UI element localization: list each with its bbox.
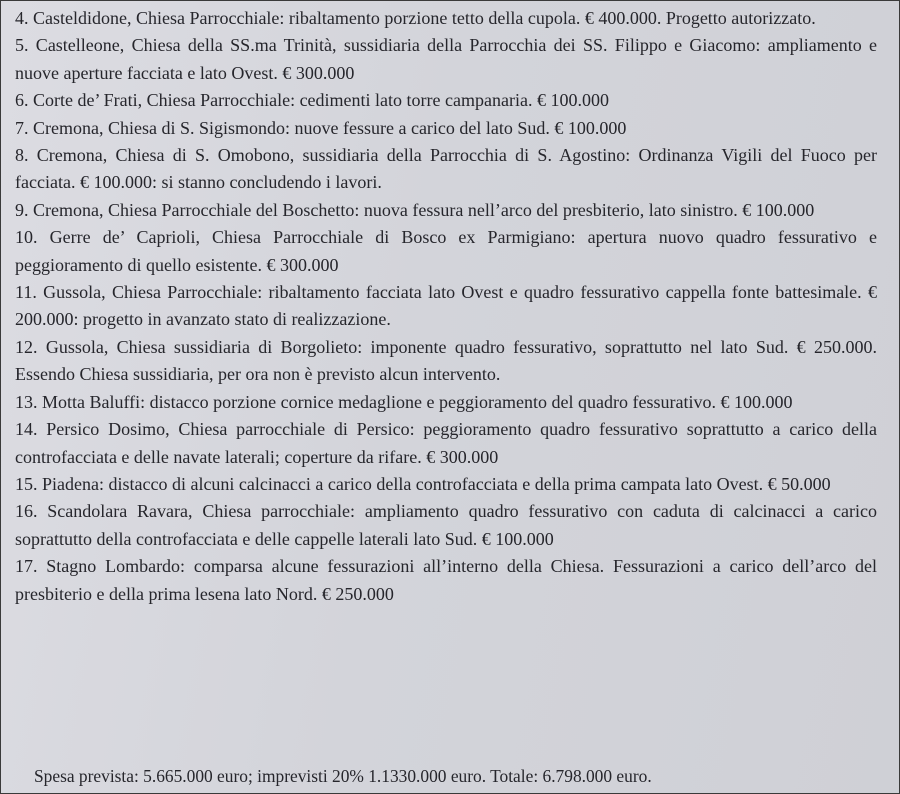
list-item: 13. Motta Baluffi: distacco porzione cornice medaglione e peggioramento del quadro fessurativo. € 100.000	[15, 391, 793, 412]
list-item: 15. Piadena: distacco di alcuni calcinacci a carico della controfacciata e della prima campata lato Ovest. € 50.000	[15, 473, 831, 494]
list-item: 11. Gussola, Chiesa Parrocchiale: ribaltamento facciata lato Ovest e quadro fessurativo cappella fonte battesimale. € 200.000: progetto in avanzato stato di realizzazione.	[15, 282, 877, 330]
list-item: 7. Cremona, Chiesa di S. Sigismondo: nuove fessure a carico del lato Sud. € 100.000	[15, 117, 627, 138]
list-item: 14. Persico Dosimo, Chiesa parrocchiale di Persico: peggioramento quadro fessurativo soprattutto a carico della controfacciata e delle navate laterali; coperture da rifare. € 300.000	[15, 419, 877, 467]
list-item: 9. Cremona, Chiesa Parrocchiale del Boschetto: nuova fessura nell’arco del presbiterio, lato sinistro. € 100.000	[15, 199, 815, 220]
list-item: 4. Casteldidone, Chiesa Parrocchiale: ribaltamento porzione tetto della cupola. € 400.000. Progetto autorizzato.	[15, 8, 816, 28]
list-item: 10. Gerre de’ Caprioli, Chiesa Parrocchiale di Bosco ex Parmigiano: apertura nuovo quadro fessurativo e peggioramento di quello esistente. € 300.000	[15, 227, 877, 275]
list-item: 8. Cremona, Chiesa di S. Omobono, sussidiaria della Parrocchia di S. Agostino: Ordinanza Vigili del Fuoco per facciata. € 100.000: si stanno concludendo i lavori.	[15, 145, 877, 193]
list-item: 12. Gussola, Chiesa sussidiaria di Borgolieto: imponente quadro fessurativo, soprattutto nel lato Sud. € 250.000. Essendo Chiesa sussidiaria, per ora non è previsto alcun intervento.	[15, 336, 877, 385]
entry-list	[15, 5, 877, 608]
list-item: 6. Corte de’ Frati, Chiesa Parrocchiale: cedimenti lato torre campanaria. € 100.000	[15, 90, 609, 111]
list-item: 17. Stagno Lombardo: comparsa alcune fessurazioni all’interno della Chiesa. Fessurazioni a carico dell’arco del presbiterio e della prima lesena lato Nord. € 250.000	[15, 556, 877, 604]
list-item: 5. Castelleone, Chiesa della SS.ma Trinità, sussidiaria della Parrocchia dei SS. Filippo e Giacomo: ampliamento e nuove aperture facciata e lato Ovest. € 300.000	[15, 35, 877, 83]
list-item: 16. Scandolara Ravara, Chiesa parrocchiale: ampliamento quadro fessurativo con caduta di calcinacci a carico soprattutto della controfacciata e delle cappelle laterali lato Sud. € 100.000	[15, 501, 877, 549]
cost-summary: Spesa prevista: 5.665.000 euro; imprevisti 20% 1.1330.000 euro. Totale: 6.798.000 euro.	[34, 766, 652, 786]
